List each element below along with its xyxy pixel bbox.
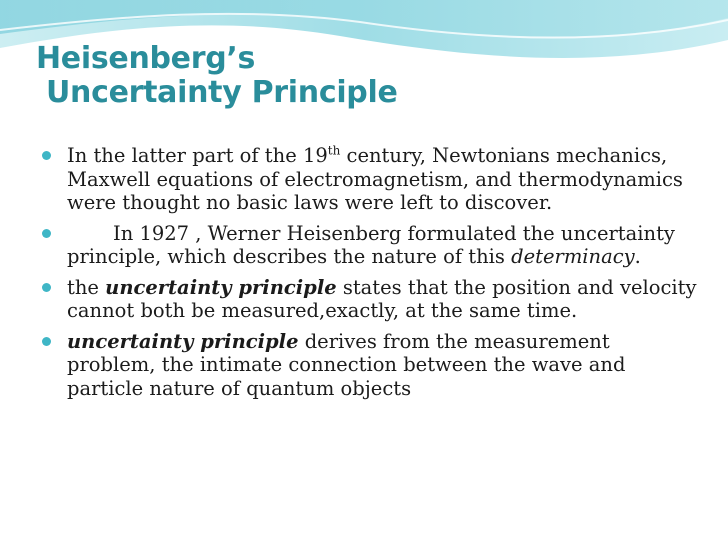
bullet-1-text-b: century, Newtonians mechanics, Maxwell equations of electromagnetism, and thermodynamics were thought no basic laws were left to discover. [67, 144, 683, 214]
bullet-2-italic: determinacy [511, 245, 635, 268]
bullet-item-1 [40, 144, 700, 215]
slide-title [36, 42, 398, 110]
bullet-dot-icon [42, 283, 51, 292]
bullet-4-bold-italic: uncertainty principle [67, 329, 299, 353]
bullet-3-bold-italic: uncertainty principle [105, 275, 337, 299]
bullet-item-4 [40, 330, 700, 401]
bullet-dot-icon [42, 337, 51, 346]
bullet-list [40, 144, 700, 407]
bullet-item-2 [40, 222, 700, 269]
bullet-4-text-b: derives from the measurement problem, the intimate connection between the wave and particle nature of quantum objects [67, 329, 626, 400]
bullet-3-text-b: states that the position and velocity cannot both be measured,exactly, at the same time. [67, 275, 697, 322]
bullet-item-3 [40, 276, 700, 323]
bullet-1-superscript: th [327, 143, 341, 158]
bullet-3-text-a: the [67, 275, 106, 299]
bullet-2-text-a: In 1927 , Werner Heisenberg formulated the uncertainty principle, which describes the nature of this [67, 221, 675, 268]
title-line-2: Uncertainty Principle [46, 75, 398, 110]
bullet-dot-icon [42, 229, 51, 238]
bullet-2-text-b: . [634, 245, 641, 268]
bullet-dot-icon [42, 151, 51, 160]
title-line-1: Heisenberg’s [36, 41, 256, 76]
bullet-1-text-a: In the latter part of the 19 [67, 144, 328, 167]
